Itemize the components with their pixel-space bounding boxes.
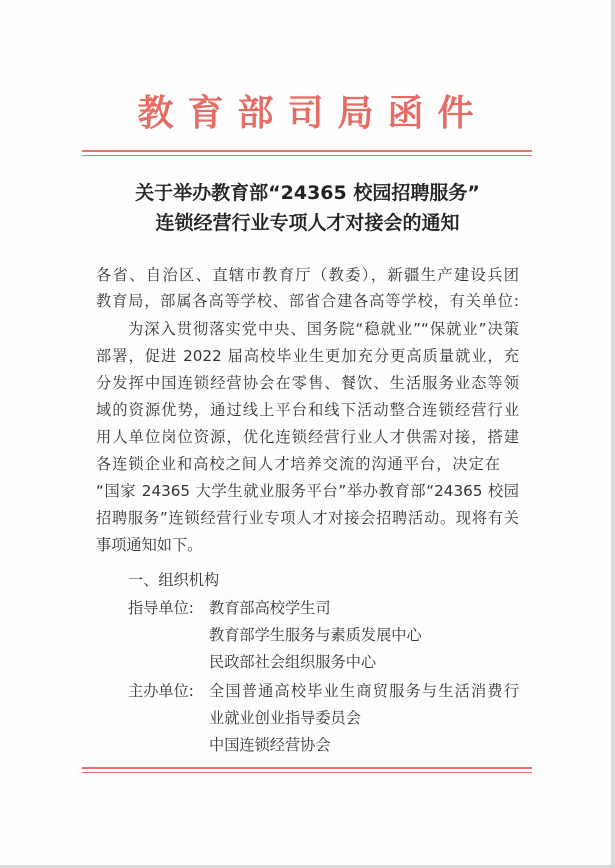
- paragraph-1-line-9: 事项通知如下。: [96, 536, 203, 554]
- letterhead-rule-top: [82, 150, 532, 152]
- host-unit-label: 主办单位:: [128, 682, 194, 700]
- host-unit-item: 中国连锁经营协会: [209, 736, 331, 754]
- guide-unit-item: 民政部社会组织服务中心: [209, 653, 377, 671]
- paragraph-1-line-8: 招聘服务”连锁经营行业专项人才对接会招聘活动。现将有关: [96, 509, 519, 527]
- host-unit-item: 全国普通高校毕业生商贸服务与生活消费行: [209, 682, 519, 700]
- host-unit-item: 业就业创业指导委员会: [209, 709, 361, 727]
- document-title-line-1: 关于举办教育部“24365 校园招聘服务”: [135, 182, 480, 204]
- paragraph-1-line-1: 为深入贯彻落实党中央、国务院“稳就业”“保就业”决策: [128, 320, 519, 338]
- paragraph-1-line-2: 部署，促进 2022 届高校毕业生更加充分更高质量就业，充: [96, 347, 519, 365]
- letterhead-title: 教育部司局函件: [137, 93, 488, 134]
- letterhead-rule-bottom: [82, 155, 532, 156]
- addressee-line-1: 各省、自治区、直辖市教育厅（教委），新疆生产建设兵团: [96, 266, 519, 284]
- guide-unit-item: 教育部学生服务与素质发展中心: [209, 626, 422, 644]
- section-1-heading: 一、组织机构: [128, 571, 220, 589]
- paragraph-1-line-6: 各连锁企业和高校之间人才培养交流的沟通平台，决定在: [96, 455, 500, 473]
- guide-unit-label: 指导单位:: [128, 599, 194, 617]
- paragraph-1-line-5: 用人单位岗位资源，优化连锁经营行业人才供需对接，搭建: [96, 428, 519, 446]
- addressee-line-2: 教育局，部属各高等学校、部省合建各高等学校，有关单位:: [96, 292, 519, 310]
- scan-edge-right: [611, 0, 615, 868]
- paragraph-1-line-3: 分发挥中国连锁经营协会在零售、餐饮、生活服务业态等领: [96, 374, 519, 392]
- guide-unit-item: 教育部高校学生司: [209, 599, 331, 617]
- paragraph-1-line-4: 域的资源优势，通过线上平台和线下活动整合连锁经营行业: [96, 401, 519, 419]
- document-title-line-2: 连锁经营行业专项人才对接会的通知: [155, 212, 460, 234]
- footer-rule-top: [82, 767, 532, 769]
- footer-rule-bottom: [82, 772, 532, 773]
- paragraph-1-line-7: “国家 24365 大学生就业服务平台”举办教育部“24365 校园: [96, 482, 519, 500]
